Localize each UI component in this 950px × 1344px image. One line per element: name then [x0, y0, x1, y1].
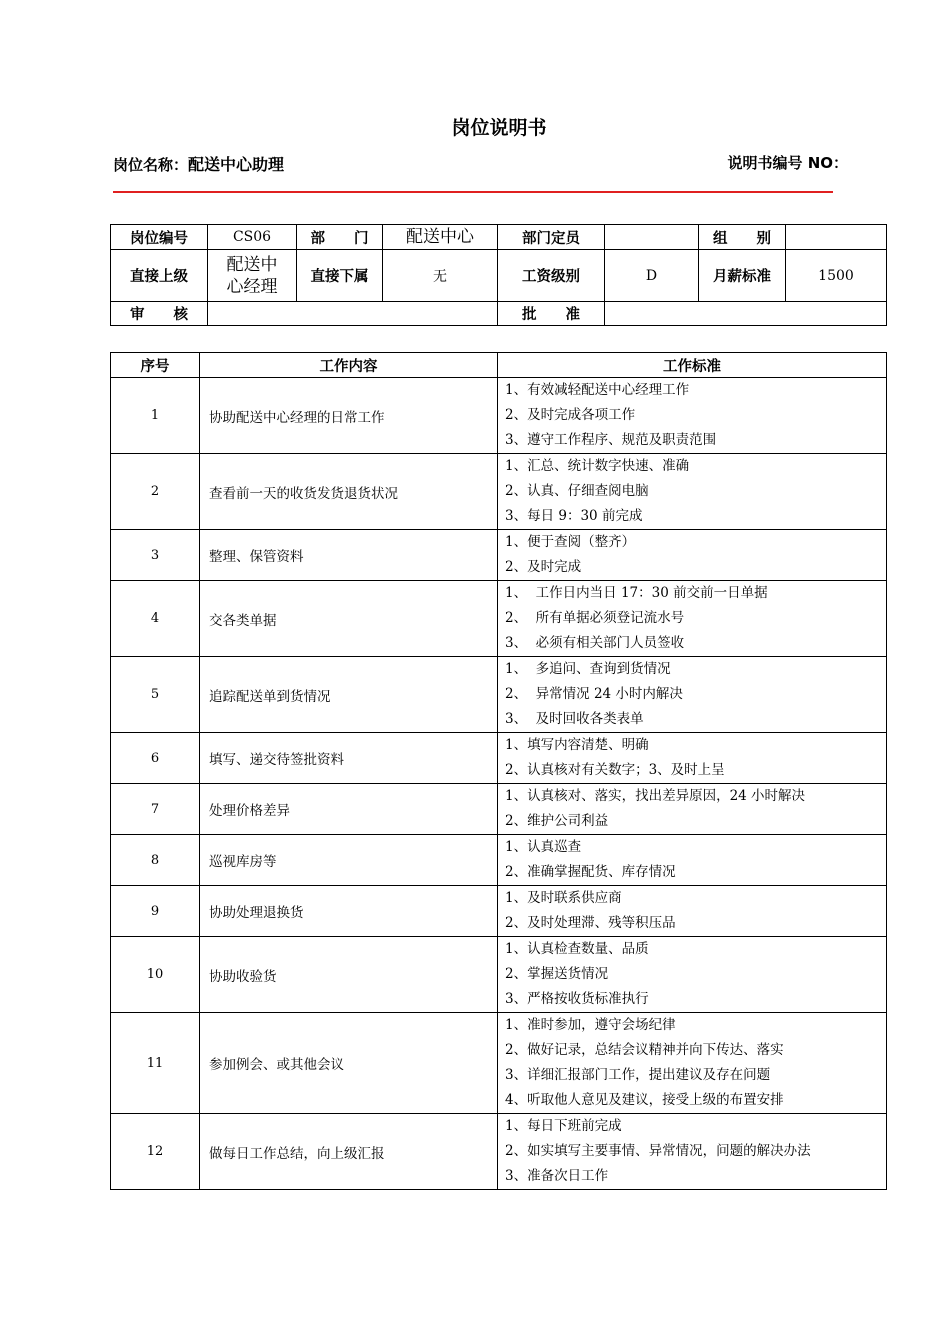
standard-item: 4、听取他人意见及建议，接受上级的布置安排 [505, 1092, 784, 1108]
standard-item: 1、认真检查数量、品质 [505, 941, 649, 957]
duty-content: 协助收验货 [200, 937, 498, 1013]
duty-number: 3 [111, 530, 200, 581]
standard-item: 1、汇总、统计数字快速、准确 [505, 458, 690, 474]
table-row [111, 1013, 887, 1114]
standard-item: 3、每日 9：30 前完成 [505, 508, 643, 524]
standard-item: 2、认真、仔细查阅电脑 [505, 483, 649, 499]
position-name-label: 岗位名称： [113, 156, 189, 174]
duty-number: 7 [111, 784, 200, 835]
duties-body [111, 378, 887, 1190]
duty-content: 参加例会、或其他会议 [200, 1013, 498, 1114]
standard-item: 1、有效减轻配送中心经理工作 [505, 382, 690, 398]
duty-number: 8 [111, 835, 200, 886]
duty-content: 追踪配送单到货情况 [200, 657, 498, 733]
table-row [111, 454, 887, 530]
duty-standards [498, 657, 887, 733]
position-info-table [110, 224, 887, 326]
standard-item: 2、做好记录，总结会议精神并向下传达、落实 [505, 1042, 784, 1058]
position-name-value: 配送中心助理 [188, 155, 285, 174]
duty-standards [498, 886, 887, 937]
doc-number-label: 说明书编号 NO： [727, 154, 848, 172]
table-row [111, 657, 887, 733]
standard-item: 3、准备次日工作 [505, 1168, 609, 1184]
group-value [786, 225, 887, 250]
duty-number: 2 [111, 454, 200, 530]
standard-item: 2、如实填写主要事情、异常情况，问题的解决办法 [505, 1143, 811, 1159]
duty-standards [498, 1013, 887, 1114]
duty-content: 协助处理退换货 [200, 886, 498, 937]
header-divider [113, 191, 833, 193]
duty-standards [498, 1114, 887, 1190]
duty-number: 9 [111, 886, 200, 937]
duty-content: 巡视库房等 [200, 835, 498, 886]
header-content: 工作内容 [200, 353, 498, 378]
duty-number: 10 [111, 937, 200, 1013]
approve-label: 批 准 [498, 302, 605, 326]
standard-item: 1、认真核对、落实，找出差异原因，24 小时解决 [505, 788, 806, 804]
standard-item: 3、严格按收货标准执行 [505, 991, 649, 1007]
quota-value [605, 225, 699, 250]
subordinate-value: 无 [383, 250, 498, 302]
duty-number: 4 [111, 581, 200, 657]
duty-number: 11 [111, 1013, 200, 1114]
standard-item: 3、 及时回收各类表单 [505, 711, 644, 727]
standard-item: 2、维护公司利益 [505, 813, 609, 829]
table-row [111, 733, 887, 784]
standard-item: 2、及时处理滞、残等积压品 [505, 915, 676, 931]
review-value [208, 302, 498, 326]
review-label: 审 核 [111, 302, 208, 326]
approve-value [605, 302, 887, 326]
duty-standards [498, 530, 887, 581]
superior-label: 直接上级 [111, 250, 208, 302]
standard-item: 2、及时完成各项工作 [505, 407, 636, 423]
grade-label: 工资级别 [498, 250, 605, 302]
standard-item: 2、认真核对有关数字；3、及时上呈 [505, 762, 725, 778]
duty-standards [498, 454, 887, 530]
standard-item: 1、 工作日内当日 17：30 前交前一日单据 [505, 585, 768, 601]
superior-value: 配送中 心经理 [208, 250, 297, 302]
duty-content: 整理、保管资料 [200, 530, 498, 581]
standard-item: 2、 所有单据必须登记流水号 [505, 610, 685, 626]
code-label: 岗位编号 [111, 225, 208, 250]
salary-value: 1500 [786, 250, 887, 302]
table-row [111, 784, 887, 835]
duty-content: 协助配送中心经理的日常工作 [200, 378, 498, 454]
dept-value: 配送中心 [383, 225, 498, 250]
duty-number: 12 [111, 1114, 200, 1190]
duty-standards [498, 733, 887, 784]
standard-item: 1、填写内容清楚、明确 [505, 737, 649, 753]
table-row [111, 581, 887, 657]
table-row [111, 530, 887, 581]
table-row [111, 1114, 887, 1190]
standard-item: 1、及时联系供应商 [505, 890, 622, 906]
duty-number: 1 [111, 378, 200, 454]
duty-standards [498, 784, 887, 835]
standard-item: 1、 多追问、查询到货情况 [505, 661, 671, 677]
subordinate-label: 直接下属 [297, 250, 383, 302]
document-subheader [113, 152, 848, 176]
duty-content: 处理价格差异 [200, 784, 498, 835]
duties-table [110, 352, 887, 1190]
standard-item: 2、 异常情况 24 小时内解决 [505, 686, 683, 702]
standard-item: 2、准确掌握配货、库存情况 [505, 864, 676, 880]
document-title: 岗位说明书 [451, 117, 547, 139]
salary-label: 月薪标准 [699, 250, 786, 302]
standard-item: 1、准时参加，遵守会场纪律 [505, 1017, 676, 1033]
duty-standards [498, 937, 887, 1013]
table-row [111, 835, 887, 886]
standard-item: 3、详细汇报部门工作，提出建议及存在问题 [505, 1067, 771, 1083]
standard-item: 2、及时完成 [505, 559, 582, 575]
duty-content: 做每日工作总结，向上级汇报 [200, 1114, 498, 1190]
duty-standards [498, 378, 887, 454]
duty-number: 5 [111, 657, 200, 733]
duty-content: 填写、递交待签批资料 [200, 733, 498, 784]
standard-item: 3、遵守工作程序、规范及职责范围 [505, 432, 717, 448]
header-num: 序号 [111, 353, 200, 378]
table-row [111, 886, 887, 937]
header-standard: 工作标准 [498, 353, 887, 378]
position-name [113, 152, 284, 175]
standard-item: 1、便于查阅（整齐） [505, 534, 636, 550]
quota-label: 部门定员 [498, 225, 605, 250]
group-label: 组 别 [699, 225, 786, 250]
duty-content: 查看前一天的收货发货退货状况 [200, 454, 498, 530]
duty-number: 6 [111, 733, 200, 784]
standard-item: 2、掌握送货情况 [505, 966, 609, 982]
code-value: CS06 [208, 225, 297, 250]
grade-value: D [605, 250, 699, 302]
standard-item: 1、每日下班前完成 [505, 1118, 622, 1134]
duty-standards [498, 835, 887, 886]
table-row [111, 937, 887, 1013]
table-row [111, 378, 887, 454]
duty-standards [498, 581, 887, 657]
dept-label: 部 门 [297, 225, 383, 250]
duty-content: 交各类单据 [200, 581, 498, 657]
standard-item: 1、认真巡查 [505, 839, 582, 855]
standard-item: 3、 必须有相关部门人员签收 [505, 635, 685, 651]
